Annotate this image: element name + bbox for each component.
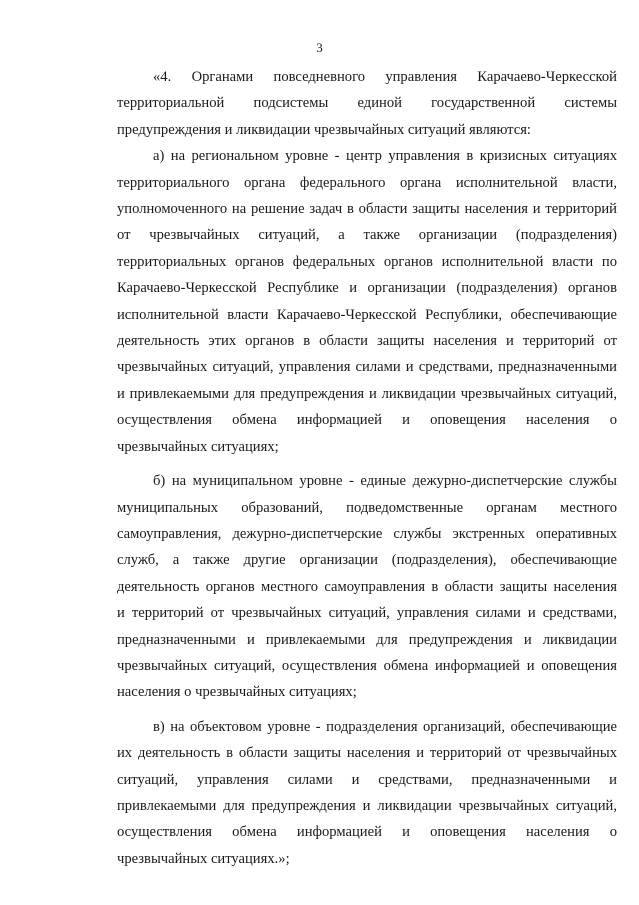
text-line: предназначенными и привлекаемыми для предупреждения и ликвидации bbox=[117, 631, 617, 648]
text-line: муниципальных образований, подведомственные органам местного bbox=[117, 499, 617, 516]
text-line: «4. Органами повседневного управления Карачаево-Черкесской bbox=[153, 69, 617, 85]
text-line: чрезвычайных ситуаций, осуществления обмена информацией и оповещения bbox=[117, 657, 617, 674]
text-line: а) на региональном уровне - центр управления в кризисных ситуациях bbox=[153, 148, 617, 165]
text-line: привлекаемыми для предупреждения и ликвидации чрезвычайных ситуаций, bbox=[117, 797, 617, 814]
text-line: территориального органа федерального органа исполнительной власти, bbox=[117, 174, 617, 191]
text-line: населения о чрезвычайных ситуациях; bbox=[117, 684, 357, 701]
text-line: чрезвычайных ситуациях.»; bbox=[117, 850, 290, 867]
paragraph-object-level bbox=[117, 714, 617, 872]
text-line: осуществления обмена информацией и оповещения населения о bbox=[117, 412, 617, 429]
text-line: и территорий от чрезвычайных ситуаций, управления силами и средствами, bbox=[117, 605, 617, 622]
paragraph-municipal-level bbox=[117, 468, 617, 706]
text-line: чрезвычайных ситуациях; bbox=[117, 438, 279, 455]
page-number: 3 bbox=[316, 40, 323, 55]
text-line: самоуправления, дежурно-диспетчерские службы экстренных оперативных bbox=[117, 525, 617, 542]
text-line: уполномоченного на решение задач в области защиты населения и территорий bbox=[117, 201, 617, 218]
paragraph-item-4 bbox=[117, 64, 617, 143]
text-line: служб, а также другие организации (подразделения), обеспечивающие bbox=[117, 552, 617, 569]
text-line: территориальной подсистемы единой государственной системы bbox=[117, 95, 617, 112]
text-line: чрезвычайных ситуаций, управления силами и средствами, предназначенными bbox=[117, 359, 617, 376]
text-line: б) на муниципальном уровне - единые дежурно-диспетчерские службы bbox=[153, 473, 617, 490]
text-line: ситуаций, управления силами и средствами, предназначенными и bbox=[117, 771, 617, 788]
text-line: осуществления обмена информацией и оповещения населения о bbox=[117, 824, 617, 841]
text-line: Карачаево-Черкесской Республике и организации (подразделения) органов bbox=[117, 280, 617, 297]
text-line: территориальных органов федеральных органов исполнительной власти по bbox=[117, 253, 617, 270]
text-line: в) на объектовом уровне - подразделения организаций, обеспечивающие bbox=[153, 718, 617, 735]
document-body bbox=[117, 64, 617, 872]
paragraph-regional-level bbox=[117, 143, 617, 460]
text-line: от чрезвычайных ситуаций, а также организации (подразделения) bbox=[117, 227, 617, 244]
text-line: и привлекаемыми для предупреждения и ликвидации чрезвычайных ситуаций, bbox=[117, 385, 617, 402]
text-line: их деятельность в области защиты населения и территорий от чрезвычайных bbox=[117, 745, 617, 762]
text-line: деятельность органов местного самоуправления в области защиты населения bbox=[117, 578, 617, 595]
text-line: деятельность этих органов в области защиты населения и территорий от bbox=[117, 333, 617, 350]
text-line: предупреждения и ликвидации чрезвычайных ситуаций являются: bbox=[117, 121, 531, 138]
text-line: исполнительной власти Карачаево-Черкесской Республики, обеспечивающие bbox=[117, 306, 617, 323]
